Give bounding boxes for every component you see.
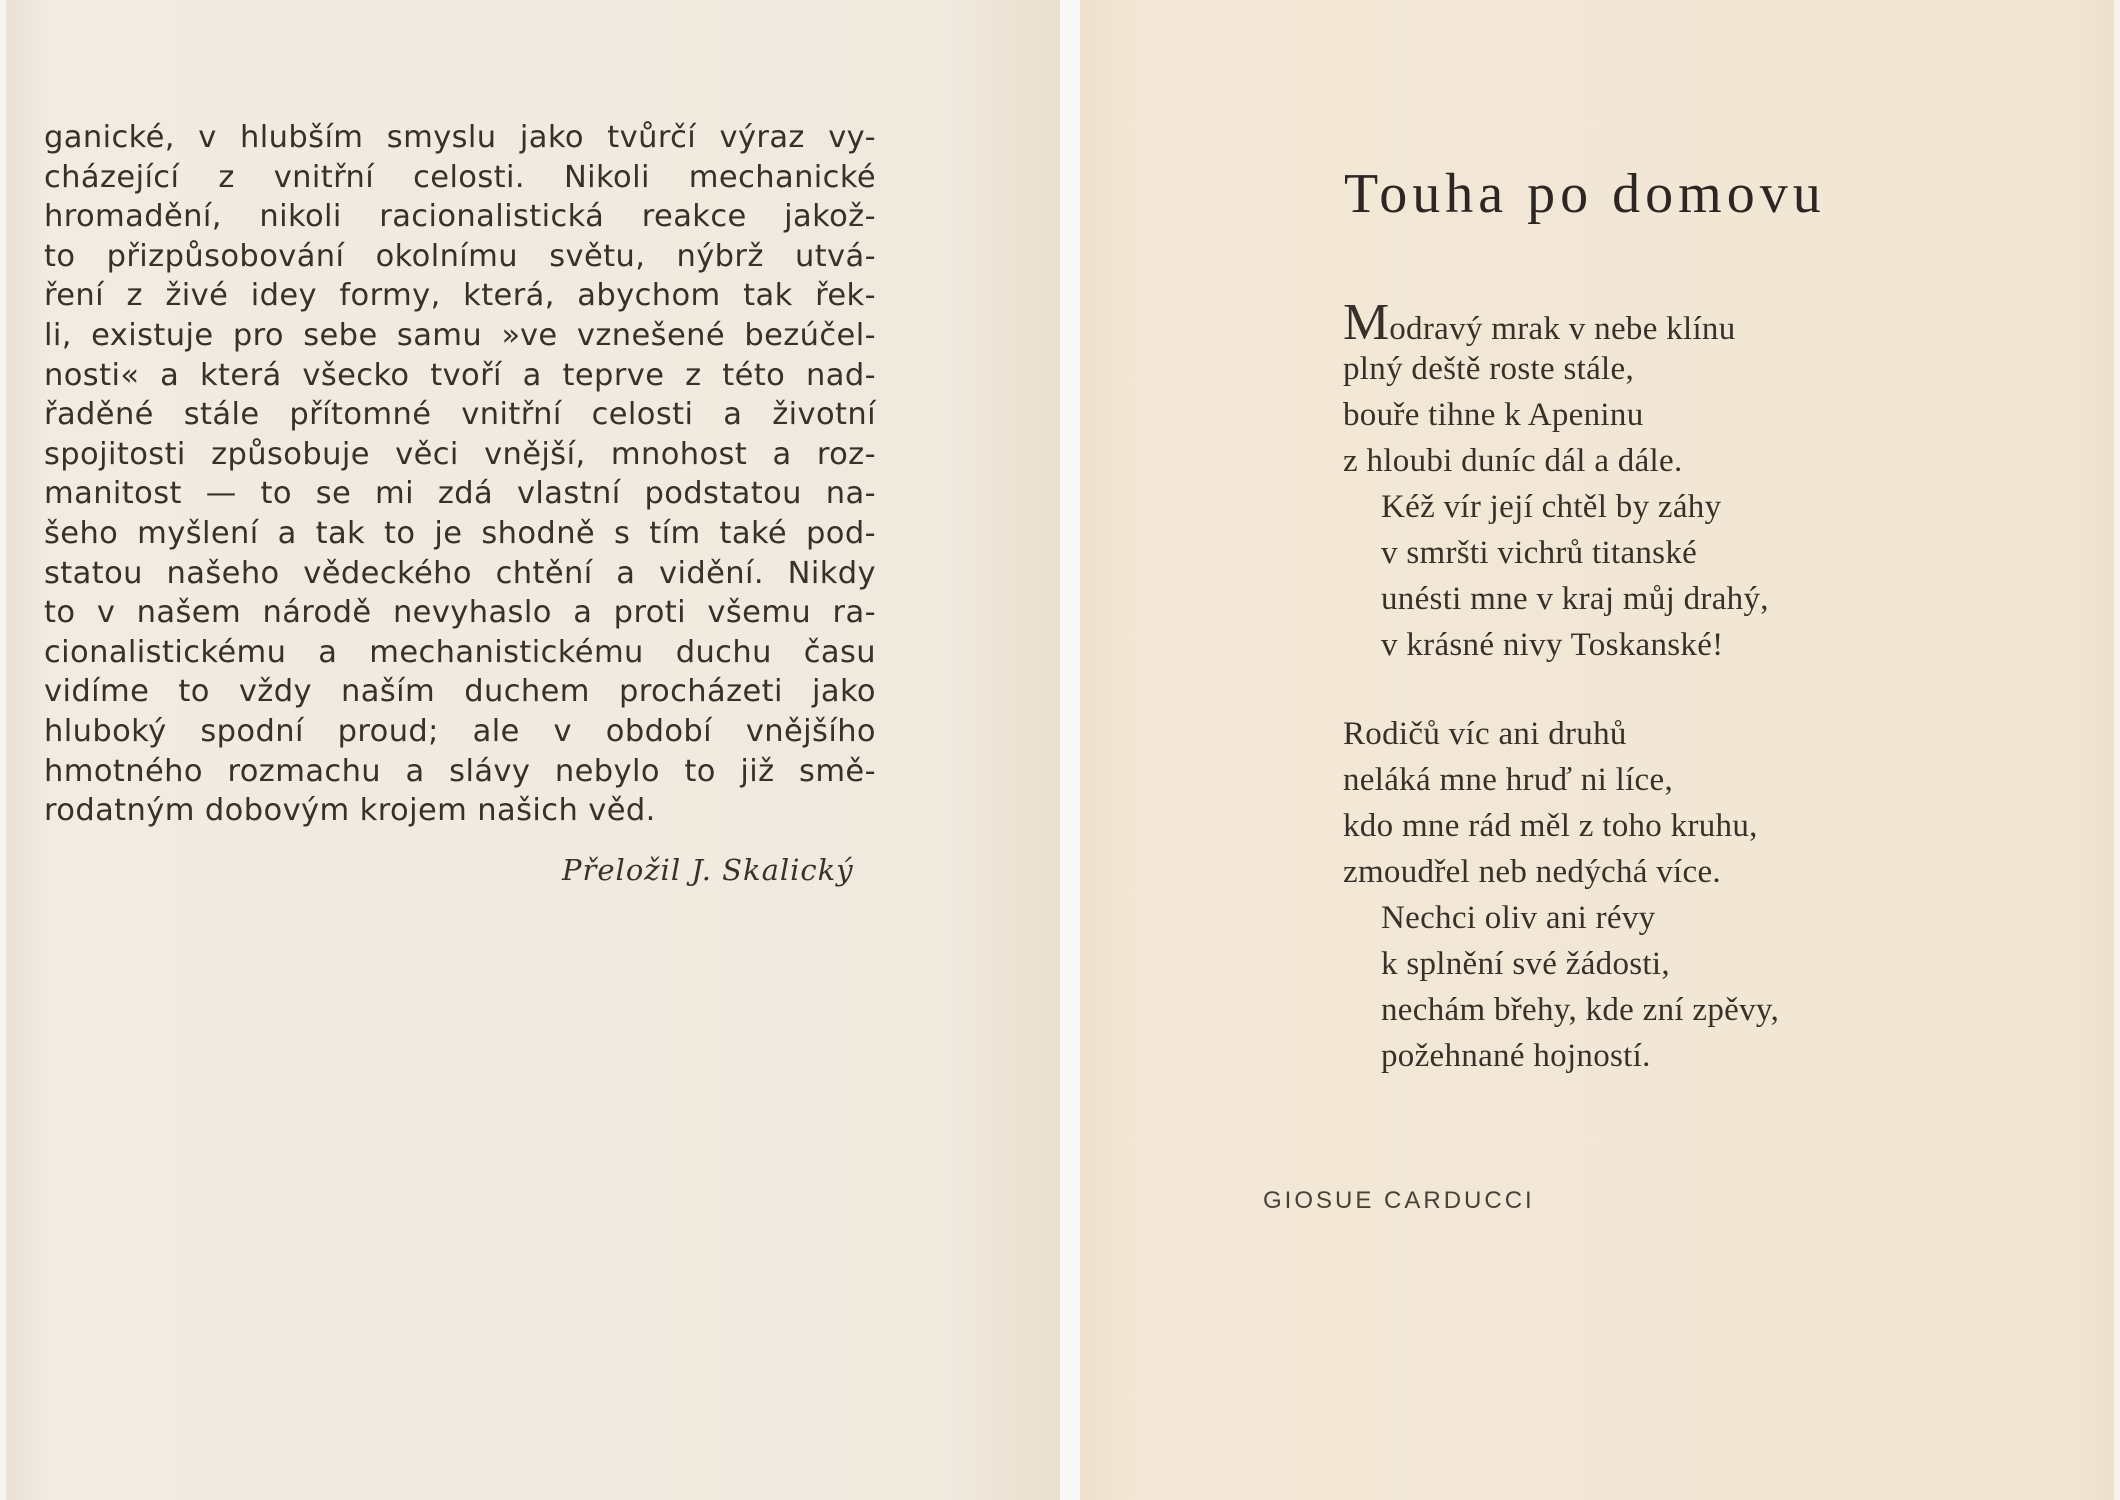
poem-stanza xyxy=(1343,294,1779,668)
prose-line: hromadění, nikoli racionalistická reakce jakož- xyxy=(44,199,876,235)
page-gutter xyxy=(1060,0,1080,1500)
prose-line: nosti« a která všecko tvoří a teprve z této nad- xyxy=(44,357,876,393)
prose-line: to v našem národě nevyhaslo a proti všemu ra- xyxy=(44,595,876,631)
prose-line: ření z živé idey formy, která, abychom tak řek- xyxy=(44,278,876,314)
poem-line: Nechci oliv ani révy xyxy=(1381,900,1656,936)
prose-line: vidíme to vždy naším duchem procházeti jako xyxy=(44,674,876,710)
prose-line: statou našeho vědeckého chtění a vidění. Nikdy xyxy=(44,555,876,591)
prose-line: li, existuje pro sebe samu »ve vznešené bezúčel- xyxy=(44,317,876,353)
poem-stanza xyxy=(1343,711,1779,1079)
drop-cap: M xyxy=(1343,294,1390,351)
prose-line: cházející z vnitřní celosti. Nikoli mechanické xyxy=(44,159,876,195)
poem-line: bouře tihne k Apeninu xyxy=(1343,397,1644,433)
poem-author: GIOSUE CARDUCCI xyxy=(1263,1187,1535,1214)
poem-line: k splnění své žádosti, xyxy=(1381,946,1670,982)
poem-line xyxy=(1343,294,1779,351)
prose-line: manitost — to se mi zdá vlastní podstatou na- xyxy=(44,476,876,512)
poem-line: neláká mne hruď ni líce, xyxy=(1343,762,1673,798)
poem-line: v krásné nivy Toskanské! xyxy=(1381,627,1724,663)
poem-line: z hloubi duníc dál a dále. xyxy=(1343,443,1683,479)
prose-line: rodatným dobovým krojem našich věd. xyxy=(44,793,656,829)
translator-credit: Přeložil J. Skalický xyxy=(562,853,854,887)
poem-line: Kéž vír její chtěl by záhy xyxy=(1381,489,1722,525)
poem-line: plný deště roste stále, xyxy=(1343,351,1634,387)
poem-line: požehnané hojností. xyxy=(1381,1038,1651,1074)
poem-line: zmoudřel neb nedýchá více. xyxy=(1343,854,1721,890)
poem-line: nechám břehy, kde zní zpěvy, xyxy=(1381,992,1780,1028)
right-page xyxy=(1080,0,2114,1500)
prose-line: šeho myšlení a tak to je shodně s tím také pod- xyxy=(44,515,876,551)
poem-line: v smršti vichrů titanské xyxy=(1381,535,1698,571)
prose-paragraph xyxy=(44,118,876,831)
prose-line: hluboký spodní proud; ale v období vnějšího xyxy=(44,713,876,749)
prose-line: to přizpůsobování okolnímu světu, nýbrž utvá- xyxy=(44,238,876,274)
prose-line: ganické, v hlubším smyslu jako tvůrčí výraz vy- xyxy=(44,120,876,155)
left-page xyxy=(6,0,1060,1500)
poem-line-text: odravý mrak v nebe klínu xyxy=(1389,311,1736,347)
prose-line: hmotného rozmachu a slávy nebylo to již smě- xyxy=(44,753,876,789)
poem-title: Touha po domovu xyxy=(1344,163,1826,225)
poem-body xyxy=(1343,294,1780,1122)
poem-line: Rodičů víc ani druhů xyxy=(1343,716,1627,752)
poem-line: kdo mne rád měl z toho kruhu, xyxy=(1343,808,1758,844)
poem-line: unésti mne v kraj můj drahý, xyxy=(1381,581,1769,617)
prose-line: řaděné stále přítomné vnitřní celosti a životní xyxy=(44,397,876,433)
prose-line: spojitosti způsobuje věci vnější, mnohost a roz- xyxy=(44,436,876,472)
prose-line: cionalistickému a mechanistickému duchu času xyxy=(44,634,876,670)
